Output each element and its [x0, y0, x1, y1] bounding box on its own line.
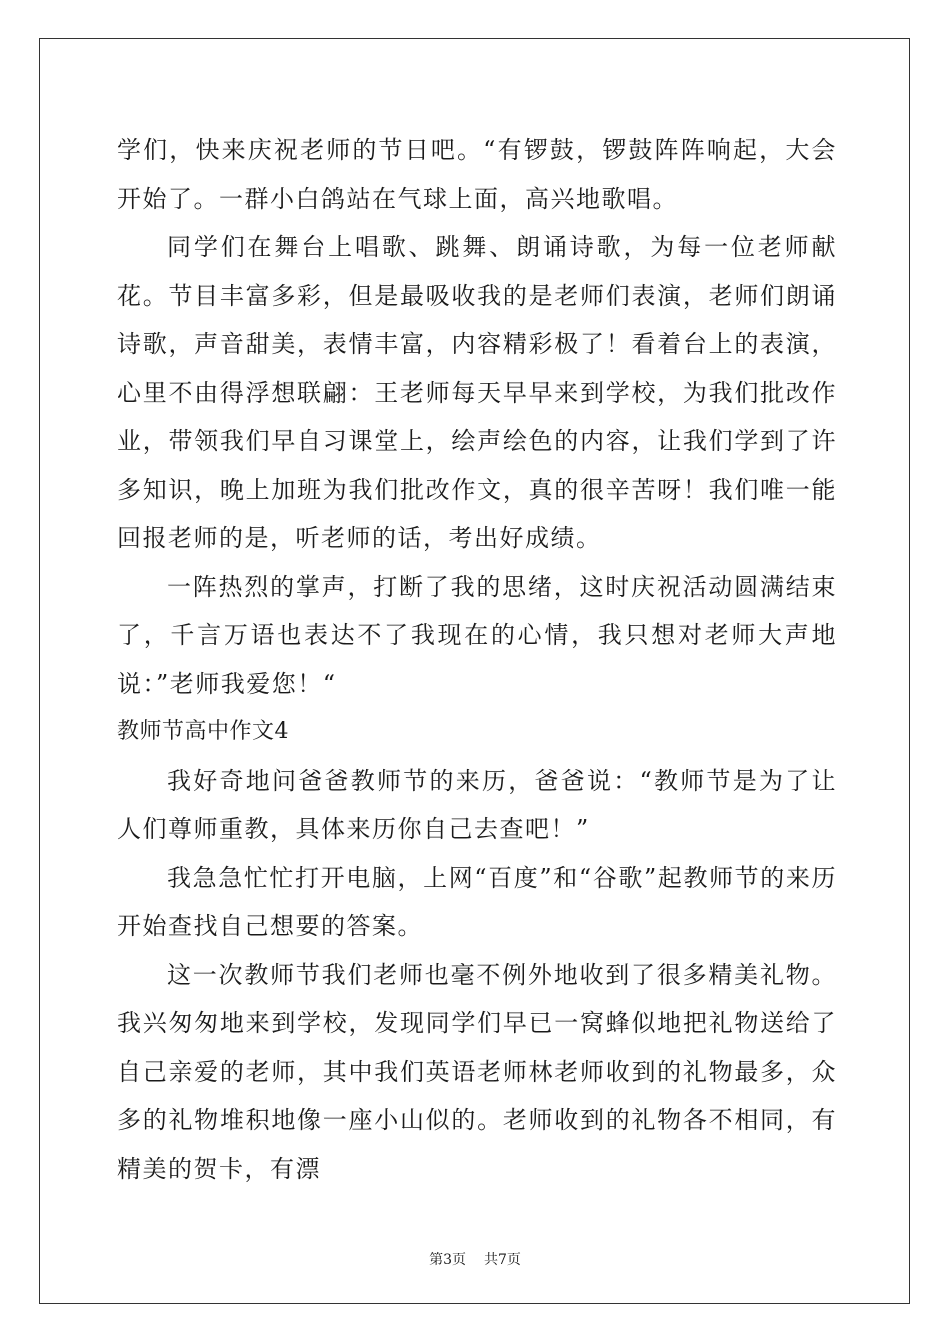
page-total: 共7页 [484, 1252, 521, 1268]
paragraph: 我急急忙忙打开电脑，上网“百度”和“谷歌”起教师节的来历开始查找自己想要的答案。 [117, 863, 837, 940]
paragraph: 一阵热烈的掌声，打断了我的思绪，这时庆祝活动圆满结束了，千言万语也表达不了我现在的心情，我只想对老师大声地说：”老师我爱您！“ [117, 572, 837, 698]
paragraph: 我好奇地问爸爸教师节的来历，爸爸说：“教师节是为了让人们尊师重教，具体来历你自己去查吧！” [117, 766, 837, 843]
section-heading: 教师节高中作文4 [117, 719, 289, 744]
paragraph: 同学们在舞台上唱歌、跳舞、朗诵诗歌，为每一位老师献花。节目丰富多彩，但是最吸收我的是老师们表演，老师们朗诵诗歌，声音甜美，表情丰富，内容精彩极了！看着台上的表演，心里不由得浮想联翩：王老师每天早早来到学校，为我们批改作业，带领我们早自习课堂上，绘声绘色的内容，让我们学到了许多知识，晚上加班为我们批改作文，真的很辛苦呀！我们唯一能回报老师的是，听老师的话，考出好成绩。 [117, 233, 837, 552]
paragraph: 这一次教师节我们老师也毫不例外地收到了很多精美礼物。我兴匆匆地来到学校，发现同学们早已一窝蜂似地把礼物送给了自己亲爱的老师，其中我们英语老师林老师收到的礼物最多，众多的礼物堆积地像一座小山似的。老师收到的礼物各不相同，有精美的贺卡，有漂 [117, 960, 837, 1183]
document-body [117, 126, 837, 1193]
page-number: 第3页 [429, 1252, 466, 1268]
paragraph: 学们，快来庆祝老师的节日吧。“有锣鼓，锣鼓阵阵响起，大会开始了。一群小白鸽站在气球上面，高兴地歌唱。 [117, 136, 837, 213]
page-footer [0, 1249, 950, 1269]
